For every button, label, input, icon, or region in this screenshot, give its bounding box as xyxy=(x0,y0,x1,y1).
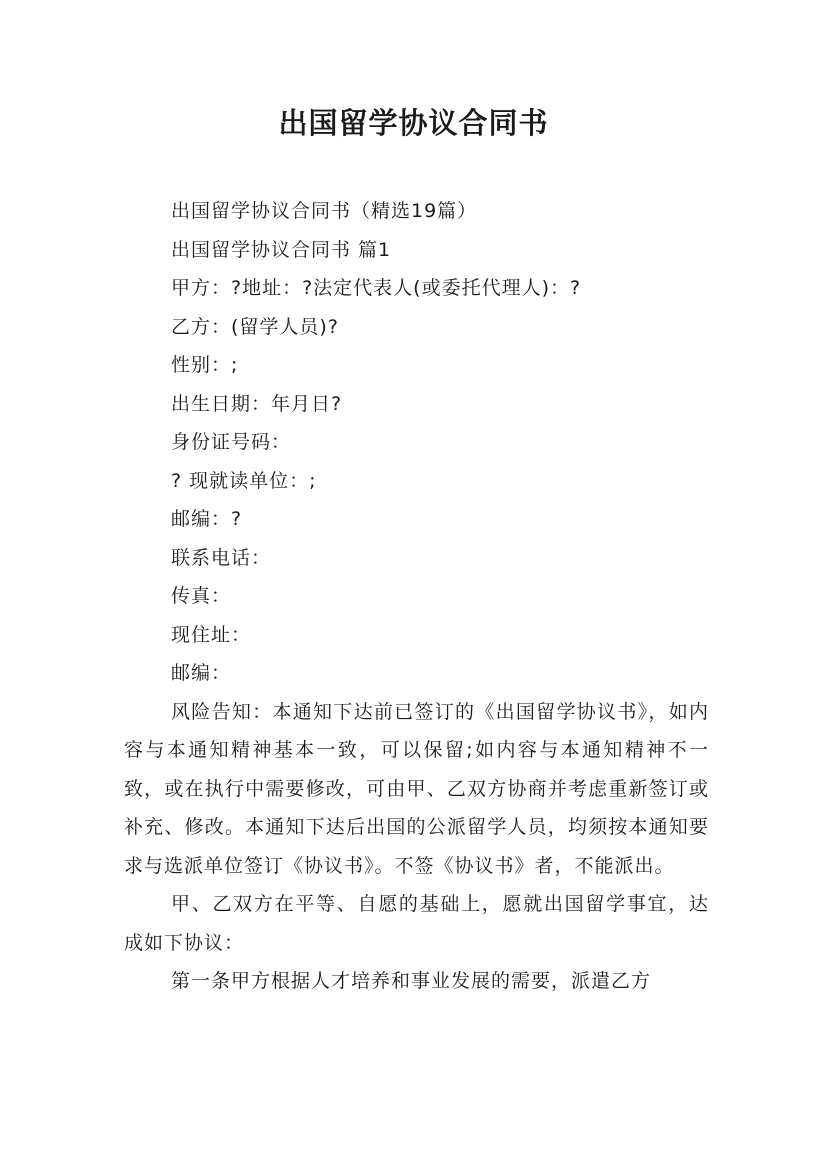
paragraph-party-b: 乙方：(留学人员)? xyxy=(171,315,339,338)
paragraph-current-unit: ? 现就读单位：; xyxy=(171,469,317,492)
document-title: 出国留学协议合同书 xyxy=(278,106,549,140)
paragraph-address: 现住址： xyxy=(171,623,252,646)
paragraph-birth-date: 出生日期：年月日? xyxy=(171,392,343,415)
document-body xyxy=(124,192,709,1001)
paragraph-fax: 传真： xyxy=(171,585,232,607)
paragraph-phone: 联系电话： xyxy=(171,546,272,569)
paragraph-subtitle: 出国留学协议合同书（精选19篇） xyxy=(171,200,478,222)
paragraph-postcode-2: 邮编： xyxy=(171,662,232,684)
paragraph-gender: 性别：; xyxy=(171,354,239,376)
paragraph-risk-notice: 风险告知：本通知下达前已签订的《出国留学协议书》，如内容与本通知精神基本一致，可以保留;如内容与本通知精神不一致，或在执行中需要修改，可由甲、乙双方协商并考虑重新签订或补充、修改。本通知下达后出国的公派留学人员，均须按本通知要求与选派单位签订《协议书》。不签《协议书》者，不能派出。 xyxy=(124,700,709,877)
paragraph-section-heading: 出国留学协议合同书 篇1 xyxy=(171,238,392,261)
paragraph-agreement-intro: 甲、乙双方在平等、自愿的基础上，愿就出国留学事宜，达成如下协议： xyxy=(124,893,709,954)
paragraph-article-1: 第一条甲方根据人才培养和事业发展的需要，派遣乙方 xyxy=(171,970,652,992)
paragraph-party-a: 甲方：?地址：?法定代表人(或委托代理人)：? xyxy=(171,277,582,299)
paragraph-postcode: 邮编：? xyxy=(171,508,243,530)
paragraph-id-number: 身份证号码： xyxy=(171,431,292,453)
